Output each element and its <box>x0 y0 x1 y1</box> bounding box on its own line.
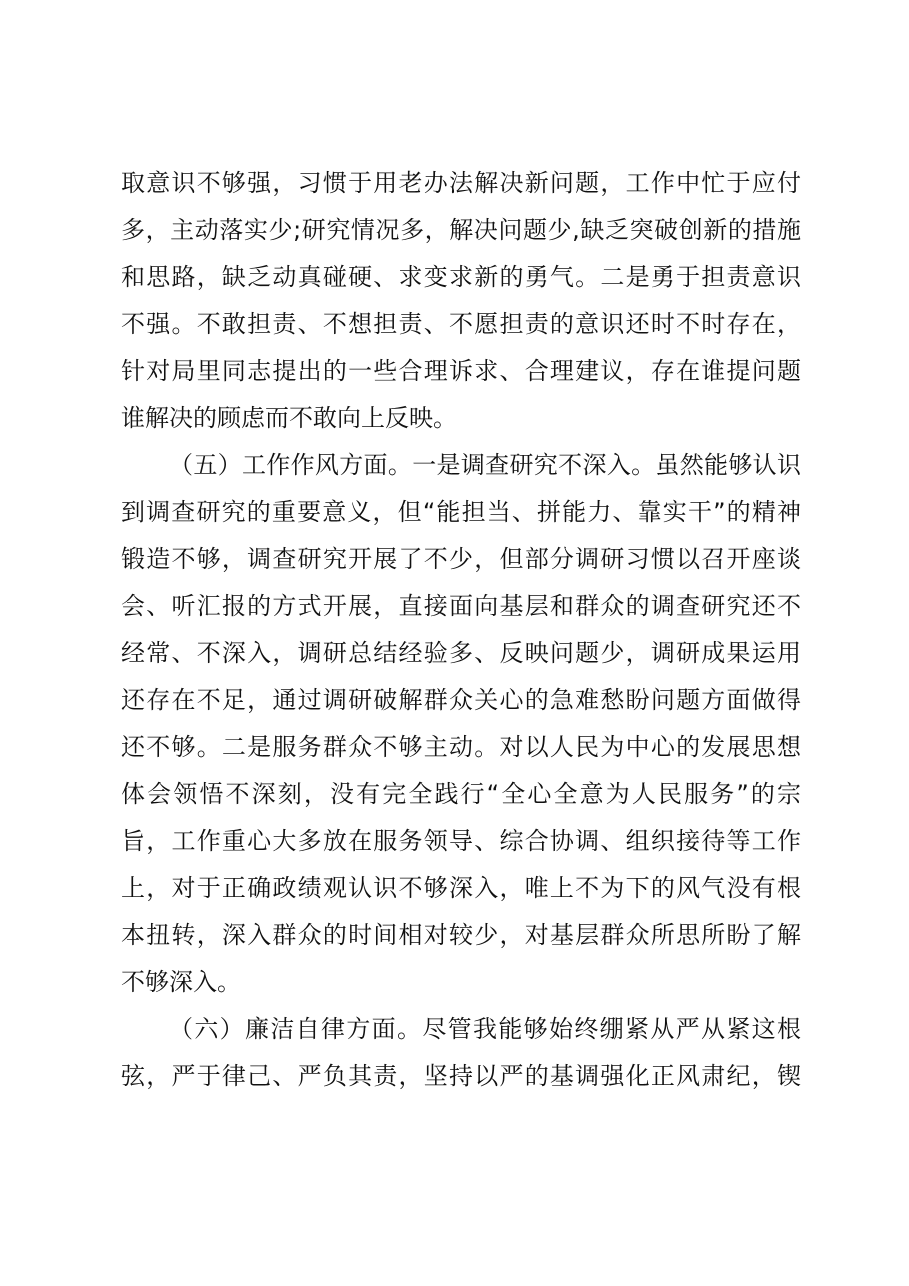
text-line: 体会领悟不深刻，没有完全践行“全心全意为人民服务”的宗 <box>121 780 801 808</box>
text-line: 锻造不够，调查研究开展了不少，但部分调研习惯以召开座谈 <box>121 545 801 573</box>
paragraph-start-line: （五）工作作风方面。一是调查研究不深入。虽然能够认识 <box>169 451 801 479</box>
text-line: 本扭转，深入群众的时间相对较少，对基层群众所思所盼了解 <box>121 921 801 949</box>
text-line: 弦，严于律己、严负其责，坚持以严的基调强化正风肃纪，锲 <box>121 1062 801 1090</box>
body-text <box>121 160 801 1100</box>
text-line: 旨，工作重心大多放在服务领导、综合协调、组织接待等工作 <box>121 827 801 855</box>
text-line: 还存在不足，通过调研破解群众关心的急难愁盼问题方面做得 <box>121 686 801 714</box>
text-line: 和思路，缺乏动真碰硬、求变求新的勇气。二是勇于担责意识 <box>121 263 801 291</box>
text-line: 到调查研究的重要意义，但“能担当、拼能力、靠实干”的精神 <box>121 498 801 526</box>
text-line: 会、听汇报的方式开展，直接面向基层和群众的调查研究还不 <box>121 592 801 620</box>
text-line: 不够深入。 <box>121 968 241 996</box>
text-line: 不强。不敢担责、不想担责、不愿担责的意识还时不时存在， <box>121 310 801 338</box>
text-line: 取意识不够强，习惯于用老办法解决新问题，工作中忙于应付 <box>121 169 801 197</box>
paragraph-start-line: （六）廉洁自律方面。尽管我能够始终绷紧从严从紧这根 <box>169 1015 801 1043</box>
text-line: 谁解决的顾虑而不敢向上反映。 <box>121 404 457 432</box>
text-line: 针对局里同志提出的一些合理诉求、合理建议，存在谁提问题 <box>121 357 801 385</box>
text-line: 经常、不深入，调研总结经验多、反映问题少，调研成果运用 <box>121 639 801 667</box>
text-line: 上，对于正确政绩观认识不够深入，唯上不为下的风气没有根 <box>121 874 801 902</box>
text-line: 还不够。二是服务群众不够主动。对以人民为中心的发展思想 <box>121 733 801 761</box>
text-line: 多，主动落实少;研究情况多，解决问题少,缺乏突破创新的措施 <box>121 216 801 244</box>
